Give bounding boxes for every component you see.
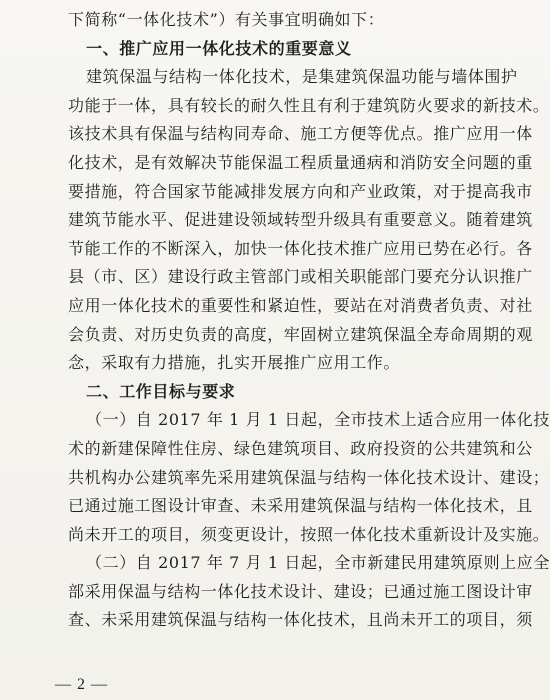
paragraph-line: 化技术，是有效解决节能保温工程质量通病和消防安全问题的重	[68, 152, 533, 172]
page-number: — 2 —	[55, 676, 108, 693]
paragraph-line: （二）自 2017 年 7 月 1 日起，全市新建民用建筑原则上应全	[86, 553, 550, 573]
paragraph-line: 建筑节能水平、促进建设领域转型升级具有重要意义。随着建筑	[68, 210, 533, 230]
section-heading: 二、工作目标与要求	[86, 381, 236, 401]
paragraph-line: 建筑保温与结构一体化技术，是集建筑保温功能与墙体围护	[86, 67, 518, 87]
paragraph-line: （一）自 2017 年 1 月 1 日起，全市技术上适合应用一体化技	[86, 410, 550, 430]
paragraph-line: 节能工作的不断深入，加快一体化技术推广应用已势在必行。各	[68, 238, 533, 258]
paragraph-line: 术的新建保障性住房、绿色建筑项目、政府投资的公共建筑和公	[68, 438, 533, 458]
paragraph-line: 要措施，符合国家节能减排发展方向和产业政策，对于提高我市	[68, 181, 533, 201]
section-heading: 一、推广应用一体化技术的重要意义	[86, 38, 352, 58]
paragraph-line: 部采用保温与结构一体化技术设计、建设；已通过施工图设计审	[68, 581, 533, 601]
paragraph-line: 查、未采用建筑保温与结构一体化技术，且尚未开工的项目，须	[68, 610, 533, 630]
paragraph-line: 尚未开工的项目，须变更设计，按照一体化技术重新设计及实施。	[68, 524, 550, 544]
paragraph-line: 已通过施工图设计审查、未采用建筑保温与结构一体化技术，且	[68, 496, 533, 516]
paragraph-line: 共机构办公建筑率先采用建筑保温与结构一体化技术设计、建设；	[68, 467, 550, 487]
document-body	[68, 6, 550, 635]
paragraph-line: 会负责、对历史负责的高度，牢固树立建筑保温全寿命周期的观	[68, 324, 533, 344]
paragraph-line: 功能于一体，具有较长的耐久性且有利于建筑防火要求的新技术。	[68, 95, 550, 115]
paragraph-line: 念，采取有力措施，扎实开展推广应用工作。	[68, 353, 401, 373]
paragraph-line: 应用一体化技术的重要性和紧迫性，要站在对消费者负责、对社	[68, 295, 533, 315]
paragraph-line: 县（市、区）建设行政主管部门或相关职能部门要充分认识推广	[68, 267, 533, 287]
paragraph-line: 下简称“一体化技术”）有关事宜明确如下：	[68, 10, 385, 29]
paragraph-line: 该技术具有保温与结构同寿命、施工方便等优点。推广应用一体	[68, 124, 533, 144]
